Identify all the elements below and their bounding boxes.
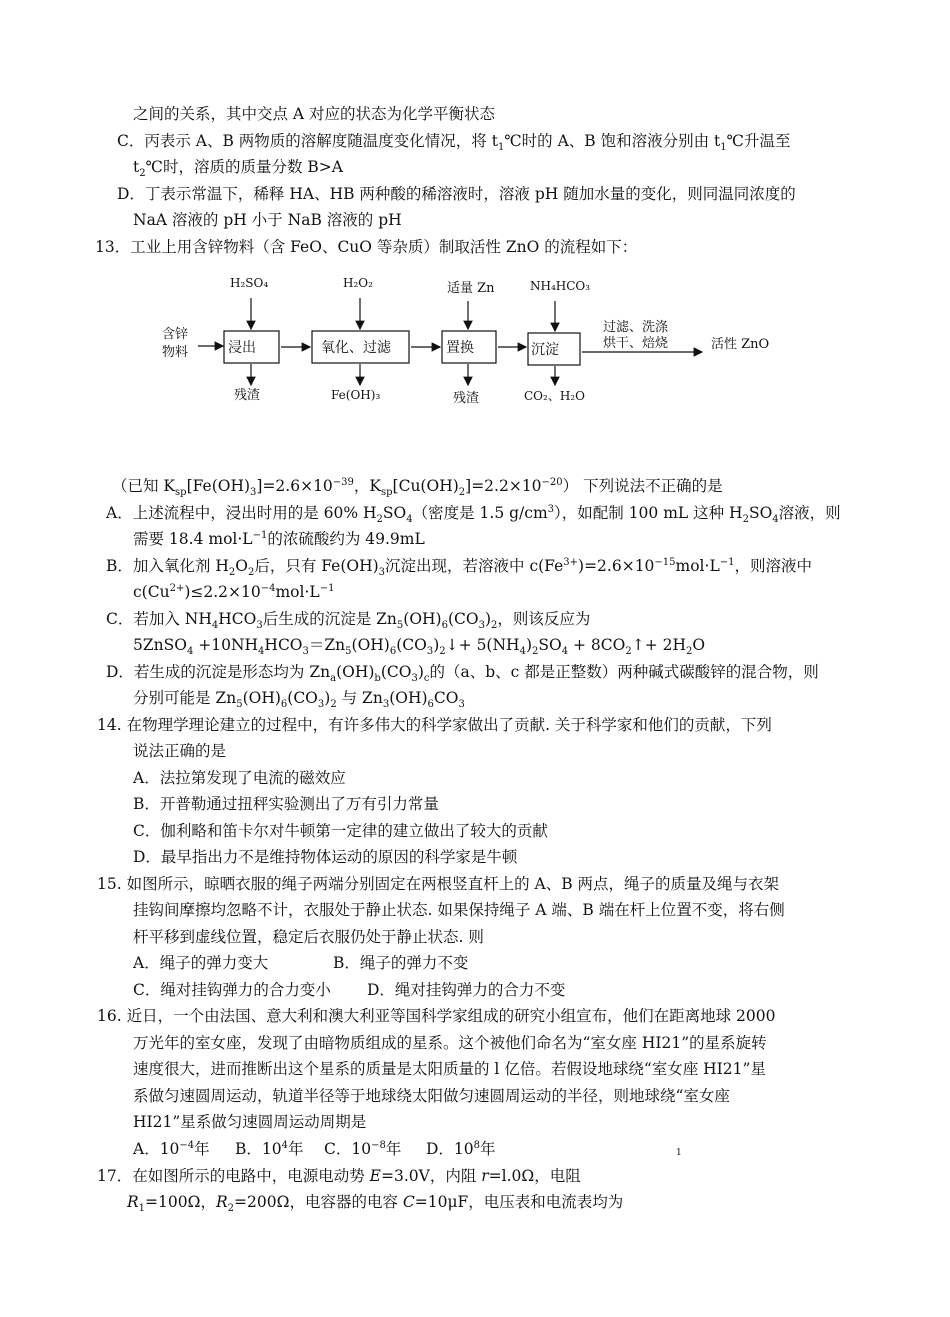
q16-option-a: A．$10^{-4}$年 (133, 1139, 210, 1158)
q14-option-c: C．伽利略和笛卡尔对牛顿第一定律的建立做出了较大的贡献 (133, 822, 548, 840)
q15-option-d: D．绳对挂钩弹力的合力不变 (367, 981, 566, 999)
q13-known-ksp: （已知 $K_{sp}[Fe(OH)_3]=2.6\times 10^{-39}$，$K_{sp}[Cu(OH)_2]=2.2\times 10^{-20}$） 下列说法不正确的是 (112, 476, 723, 499)
q12-option-d: D．丁表示常温下，稀释 HA、HB 两种酸的稀溶液时，溶液 pH 随加水量的变化，则同温同浓度的 (117, 185, 796, 203)
flow-input-zn: 适量 Zn (447, 281, 495, 296)
q13-option-d-cont: 分别可能是 $Zn_5(OH)_6(CO_3)_2$ 与 $Zn_3(OH)_6CO_3$ (133, 689, 465, 711)
q15-stem: 15. 如图所示，晾晒衣服的绳子两端分别固定在两根竖直杆上的 A、B 两点，绳子的质量及绳与衣架 (97, 875, 780, 893)
flow-box-precipitation-label: 沉淀 (531, 342, 559, 358)
flow-box-oxidation-label: 氧化、过滤 (321, 340, 391, 356)
flow-output-co2-h2o: CO₂、H₂O (524, 389, 585, 403)
flow-product-zno: 活性 ZnO (711, 337, 770, 352)
q12-option-c-cont: $t_2℃$时，溶质的质量分数 B>A (133, 158, 343, 180)
q14-stem: 14. 在物理学理论建立的过程中，有许多伟大的科学家做出了贡献. 关于科学家和他们的贡献，下列 (97, 716, 772, 734)
q15-option-a: A．绳子的弹力变大 (133, 954, 269, 972)
q17-stem-cont: $R_1=100\Omega$，$R_2=200\Omega$，电容器的电容 C=10μF，电压表和电流表均为 (127, 1193, 624, 1215)
q16-stem-cont-1: 万光年的室女座，发现了由暗物质组成的星系。这个被他们命名为“室女座 HI21”的星系旋转 (133, 1034, 767, 1052)
process-flow-diagram (150, 265, 830, 415)
flow-step-dry-roast: 烘干、焙烧 (603, 336, 669, 351)
q16-stem-cont-2: 速度很大，进而推断出这个星系的质量是太阳质量的 l 亿倍。若假设地球绕“室女座 HI21”星 (133, 1060, 766, 1078)
flow-raw-material-1: 含锌 (162, 327, 189, 342)
page-mark: 1 (676, 1148, 682, 1158)
flow-box-leaching-label: 浸出 (228, 340, 256, 356)
q13-option-c-equation: 5ZnSO$_4$ $+10NH_4HCO_3=Zn_5(OH)_6(CO_3)_2↓+ 5(NH_4)_2SO_4$ + $8CO_2↑+ 2H_2O$ (133, 636, 706, 658)
q13-option-a-cont: 需要 18.4 $mol\cdot L^{-1}$的浓硫酸约为 49.9mL (133, 529, 425, 548)
q17-stem: 17．在如图所示的电路中，电源电动势 E=3.0V，内阻 r=l.0Ω，电阻 (97, 1167, 581, 1185)
q15-option-b: B．绳子的弹力不变 (333, 954, 469, 972)
q13-option-d: D．若生成的沉淀是形态均为 $Zn_a(OH)_b(CO_3)_c$的（a、b、c 都是正整数）两种碱式碳酸锌的混合物，则 (106, 663, 819, 685)
flow-output-feoh3: Fe(OH)₃ (331, 388, 381, 402)
flow-input-h2so4: H₂SO₄ (230, 276, 269, 290)
q16-option-b: B．$10^4$年 (235, 1139, 304, 1158)
flow-box-replacement-label: 置换 (446, 340, 474, 356)
q13-stem: 13．工业上用含锌物料（含 FeO、CuO 等杂质）制取活性 ZnO 的流程如下： (95, 238, 638, 256)
q16-stem-cont-4: HI21”星系做匀速圆周运动周期是 (133, 1113, 367, 1131)
q14-option-b: B．开普勒通过扭秤实验测出了万有引力常量 (133, 795, 439, 813)
flow-input-h2o2: H₂O₂ (343, 276, 373, 290)
flow-raw-material-2: 物料 (162, 345, 189, 360)
q13-option-c: C．若加入 $NH_4HCO_3$后生成的沉淀是 $Zn_5(OH)_6(CO_3)_2$，则该反应为 (106, 610, 591, 632)
flow-step-filter-wash: 过滤、洗涤 (603, 320, 669, 335)
q12-option-c: C．丙表示 A、B 两物质的溶解度随温度变化情况，将 $t_1℃$时的 A、B 饱和溶液分别由 $t_1℃$升温至 (117, 132, 791, 154)
q16-option-d: D．$10^8$年 (426, 1139, 496, 1158)
q12-option-d-cont: NaA 溶液的 pH 小于 NaB 溶液的 pH (133, 211, 402, 229)
q13-option-b-cont: $c(Cu^{2+})\le 2.2\times 10^{-4}mol\cdot L^{-1}$ (133, 582, 335, 601)
flow-output-residue-2: 残渣 (453, 391, 480, 406)
q15-option-c: C．绳对挂钩弹力的合力变小 (133, 981, 331, 999)
q14-option-d: D．最早指出力不是维持物体运动的原因的科学家是牛顿 (133, 848, 518, 866)
flow-output-residue-1: 残渣 (234, 388, 261, 403)
q16-stem: 16. 近日，一个由法国、意大利和澳大利亚等国科学家组成的研究小组宣布，他们在距离地球 2000 (97, 1007, 776, 1025)
q16-option-c: C．$10^{-8}$年 (324, 1139, 402, 1158)
q13-option-a: A．上述流程中，浸出时用的是 60% $H_2SO_4$（密度是 1.5 $g/cm^3$），如配制 100 mL 这种 $H_2SO_4$溶液，则 (106, 503, 841, 526)
q13-option-b: B．加入氧化剂 $H_2O_2$后，只有 $Fe(OH)_3$沉淀出现，若溶液中 $c(Fe^{3+})=2.6\times 10^{-15}mol\cdot L^{-1}$，则溶液中 (106, 556, 813, 579)
flow-input-nh4hco3: NH₄HCO₃ (530, 279, 591, 293)
q12-continuation: 之间的关系，其中交点 A 对应的状态为化学平衡状态 (133, 105, 496, 123)
q15-stem-cont-2: 杆平移到虚线位置，稳定后衣服仍处于静止状态. 则 (133, 928, 484, 946)
q16-stem-cont-3: 系做匀速圆周运动，轨道半径等于地球绕太阳做匀速圆周运动的半径，则地球绕“室女座 (133, 1087, 730, 1105)
q15-stem-cont-1: 挂钩间摩擦均忽略不计，衣服处于静止状态. 如果保持绳子 A 端、B 端在杆上位置不变，将右侧 (133, 901, 785, 919)
q14-stem-cont: 说法正确的是 (133, 742, 227, 760)
q14-option-a: A．法拉第发现了电流的磁效应 (133, 769, 346, 787)
